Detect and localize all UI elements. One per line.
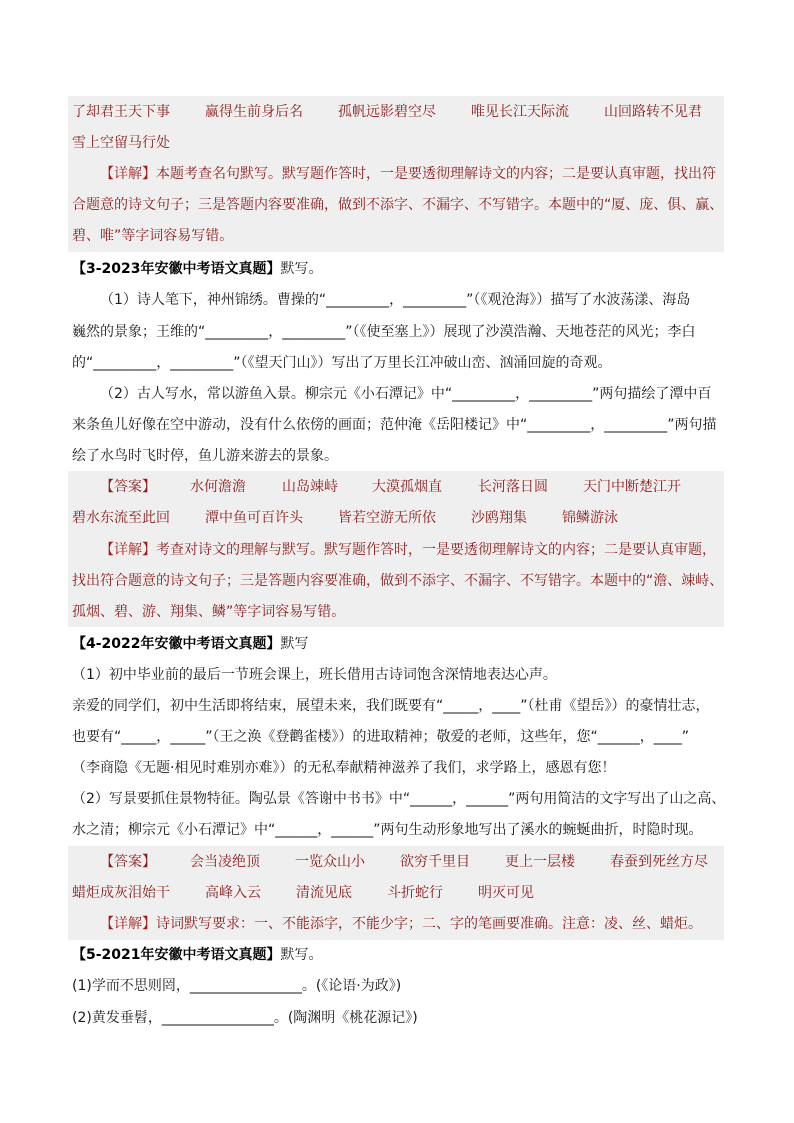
answer-item: 皆若空游无所依 xyxy=(338,510,436,526)
answer-item: 天门中断楚江开 xyxy=(583,479,681,495)
answer-item: 雪上空留马行处 xyxy=(72,135,170,151)
detail-text: 本题考查名句默写。默写题作答时，一是要透彻理解诗文的内容；二是要认真审题，找出符 xyxy=(156,166,716,182)
question-line: 巍然的景象；王维的“_________，_________”（《使至塞上》）展现了沙漠浩瀚、天地苍茫的风光；李白 xyxy=(72,324,696,340)
answer-item: 高峰入云 xyxy=(205,885,261,901)
answer-item: 唯见长江天际流 xyxy=(471,104,569,120)
question-line: 的“_________，_________”（《望天门山》）写出了万里长江冲破山峦、汹涌回旋的奇观。 xyxy=(72,355,612,371)
answer-item: 赢得生前身后名 xyxy=(205,104,303,120)
detail-line xyxy=(100,914,750,934)
question-line: (2)黄发垂髫，________________。(陶渊明《桃花源记》) xyxy=(72,1010,418,1026)
detail-tag: 【详解】 xyxy=(100,166,156,182)
question-instruction: 默写 xyxy=(280,636,309,652)
answer-item: 会当凌绝顶 xyxy=(190,854,260,870)
question-heading xyxy=(72,259,722,279)
question-number: 【4-2022年安徽中考语文真题】 xyxy=(72,636,281,652)
detail-line: 碧、唯”等字词容易写错。 xyxy=(72,228,234,244)
detail-line: 找出符合题意的诗文句子；三是答题内容要准确，做到不添字、不漏字、不写错字。本题中的“澹、竦峙、 xyxy=(72,573,724,589)
answer-item: 斗折蛇行 xyxy=(387,885,443,901)
answer-item: 清流见底 xyxy=(296,885,352,901)
question-line: 水之清；柳宗元《小石潭记》中“______，______”两句生动形象地写出了溪水的蜿蜒曲折，时隐时现。 xyxy=(72,822,703,838)
answer-item: 沙鸥翔集 xyxy=(471,510,527,526)
answer-tag: 【答案】 xyxy=(100,854,156,870)
answer-item: 了却君王天下事 xyxy=(72,104,170,120)
question-line: 亲爱的同学们，初中生活即将结束，展望未来，我们既要有“_____，____”（杜甫《望岳》）的豪情壮志， xyxy=(72,698,710,714)
answer-item: 锦鳞游泳 xyxy=(562,510,618,526)
answer-item: 山岛竦峙 xyxy=(282,479,338,495)
detail-text: 诗词默写要求：一、不能添字，不能少字；二、字的笔画要准确。注意：凌、丝、蜡炬。 xyxy=(156,916,702,932)
answer-item: 孤帆远影碧空尽 xyxy=(338,104,436,120)
answer-item: 一览众山小 xyxy=(295,854,365,870)
answer-item: 山回路转不见君 xyxy=(604,104,702,120)
question-line: （2）古人写水，常以游鱼入景。柳宗元《小石潭记》中“_________，_________”两句描绘了潭中百 xyxy=(100,386,712,402)
answer-item: 更上一层楼 xyxy=(505,854,575,870)
answer-tag: 【答案】 xyxy=(100,479,156,495)
question-line: （2）写景要抓住景物特征。陶弘景《答谢中书书》中“______，______”两句用简洁的文字写出了山之高、 xyxy=(72,791,726,807)
question-line: （1）初中毕业前的最后一节班会课上，班长借用古诗词饱含深情地表达心声。 xyxy=(72,667,557,683)
detail-tag: 【详解】 xyxy=(100,542,156,558)
detail-line xyxy=(100,540,750,560)
question-line: 绘了水鸟时飞时停，鱼儿游来游去的景象。 xyxy=(72,448,338,464)
question-line: 也要有“_____，_____”（王之涣《登鹳雀楼》）的进取精神；敬爱的老师，这些年，您“______，____” xyxy=(72,729,690,745)
answer-item: 潭中鱼可百许头 xyxy=(205,510,303,526)
answer-item: 欲穷千里目 xyxy=(400,854,470,870)
answer-item: 明灭可见 xyxy=(478,885,534,901)
detail-line: 合题意的诗文句子；三是答题内容要准确，做到不添字、不漏字、不写错字。本题中的“厦、庞、俱、赢、 xyxy=(72,197,724,213)
answer-item: 春蚕到死丝方尽 xyxy=(610,854,708,870)
detail-line: 孤烟、碧、游、翔集、鳞”等字词容易写错。 xyxy=(72,604,346,620)
question-instruction: 默写。 xyxy=(280,261,323,277)
answer-item: 长河落日圆 xyxy=(478,479,548,495)
answer-item: 水何澹澹 xyxy=(190,479,246,495)
question-heading xyxy=(72,945,722,965)
question-number: 【3-2023年安徽中考语文真题】 xyxy=(72,261,281,277)
answer-item: 蜡炬成灰泪始干 xyxy=(72,885,170,901)
question-line: 来条鱼儿好像在空中游动，没有什么依傍的画面；范仲淹《岳阳楼记》中“_________，_________”两句描 xyxy=(72,417,717,433)
question-heading xyxy=(72,634,722,654)
answer-item: 大漠孤烟直 xyxy=(372,479,442,495)
detail-text: 考查对诗文的理解与默写。默写题作答时，一是要透彻理解诗文的内容；二是要认真审题， xyxy=(156,542,716,558)
detail-tag: 【详解】 xyxy=(100,916,156,932)
answer-item: 碧水东流至此回 xyxy=(72,510,170,526)
question-line: （1）诗人笔下，神州锦绣。曹操的“_________，_________”（《观沧海》）描写了水波荡漾、海岛 xyxy=(100,292,691,308)
question-line: （李商隐《无题·相见时难别亦难》）的无私奉献精神滋养了我们，求学路上，感恩有您！ xyxy=(72,760,616,776)
question-instruction: 默写。 xyxy=(280,947,323,963)
question-line: (1)学而不思则罔，________________。(《论语·为政》) xyxy=(72,978,402,994)
question-number: 【5-2021年安徽中考语文真题】 xyxy=(72,947,281,963)
detail-line xyxy=(100,164,750,184)
